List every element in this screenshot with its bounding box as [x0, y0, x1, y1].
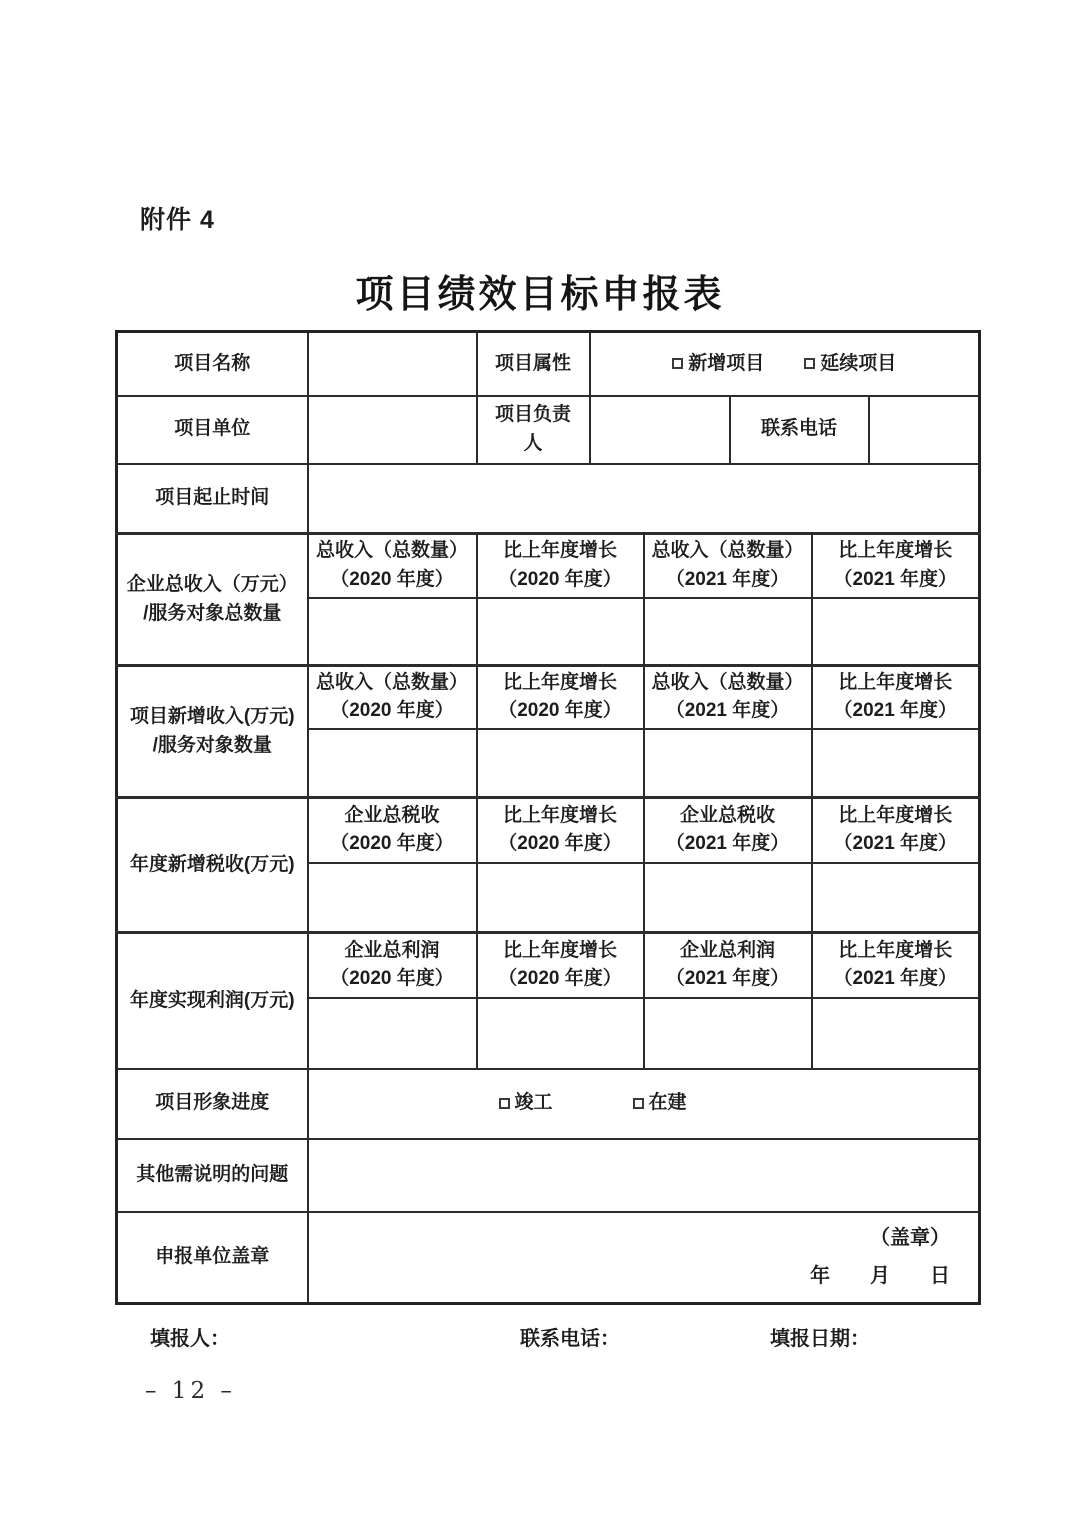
metric-value-field[interactable]	[308, 598, 477, 666]
stamp-field[interactable]	[308, 1212, 980, 1304]
footer-phone-label: 联系电话：	[520, 1328, 620, 1350]
project-attribute-field	[590, 332, 980, 396]
completed-option	[499, 1089, 553, 1118]
performance-target-form-table	[115, 330, 981, 1305]
under-construction-checkbox[interactable]	[633, 1098, 644, 1109]
metric-label-new-income: 项目新增收入(万元) /服务对象数量	[117, 666, 308, 798]
project-attribute-label: 项目属性	[477, 332, 590, 396]
page-title: 项目绩效目标申报表	[355, 274, 725, 316]
metric-header: 企业总税收 （2021 年度）	[644, 798, 812, 863]
continued-project-option	[804, 350, 896, 379]
new-project-label: 新增项目	[688, 352, 765, 374]
metric-header: 比上年度增长 （2021 年度）	[812, 798, 980, 863]
metric-value-field[interactable]	[812, 863, 980, 933]
other-issues-label: 其他需说明的问题	[117, 1139, 308, 1212]
filler-label: 填报人：	[150, 1328, 230, 1350]
progress-label: 项目形象进度	[117, 1069, 308, 1139]
continued-project-label: 延续项目	[820, 352, 897, 374]
metric-header: 总收入（总数量） （2021 年度）	[644, 666, 812, 729]
project-manager-label: 项目负责人	[477, 396, 590, 464]
metric-value-field[interactable]	[477, 998, 644, 1069]
metric-header: 总收入（总数量） （2021 年度）	[644, 534, 812, 598]
metric-header: 比上年度增长 （2021 年度）	[812, 666, 980, 729]
metric-header: 总收入（总数量） （2020 年度）	[308, 534, 477, 598]
metric-label-new-tax: 年度新增税收(万元)	[117, 798, 308, 933]
metric-header: 比上年度增长 （2020 年度）	[477, 798, 644, 863]
form-footer	[115, 1322, 978, 1352]
metric-header: 比上年度增长 （2021 年度）	[812, 534, 980, 598]
progress-field	[308, 1069, 980, 1139]
metric-value-field[interactable]	[812, 598, 980, 666]
attachment-label: 附件 4	[140, 206, 215, 234]
metric-value-field[interactable]	[812, 729, 980, 798]
project-period-label: 项目起止时间	[117, 464, 308, 534]
metric-value-field[interactable]	[477, 863, 644, 933]
metric-header: 企业总利润 （2021 年度）	[644, 933, 812, 998]
metric-header: 企业总利润 （2020 年度）	[308, 933, 477, 998]
metric-value-field[interactable]	[644, 729, 812, 798]
metric-header: 比上年度增长 （2020 年度）	[477, 933, 644, 998]
metric-value-field[interactable]	[477, 729, 644, 798]
contact-phone-field[interactable]	[869, 396, 980, 464]
project-name-field[interactable]	[308, 332, 477, 396]
under-construction-label: 在建	[648, 1092, 687, 1114]
continued-project-checkbox[interactable]	[804, 358, 815, 369]
metric-value-field[interactable]	[644, 598, 812, 666]
metric-value-field[interactable]	[644, 998, 812, 1069]
stamp-date-line: 年 月 日	[810, 1265, 951, 1288]
seal-placeholder-text: （盖章）	[870, 1227, 951, 1250]
project-period-field[interactable]	[308, 464, 980, 534]
under-construction-option	[633, 1089, 687, 1118]
footer-date-label: 填报日期：	[770, 1328, 870, 1350]
metric-label-total-income: 企业总收入（万元） /服务对象总数量	[117, 534, 308, 666]
completed-label: 竣工	[514, 1092, 553, 1114]
metric-value-field[interactable]	[812, 998, 980, 1069]
metric-value-field[interactable]	[477, 598, 644, 666]
new-project-option	[672, 350, 764, 379]
new-project-checkbox[interactable]	[672, 358, 683, 369]
contact-phone-label: 联系电话	[730, 396, 869, 464]
project-unit-field[interactable]	[308, 396, 477, 464]
metric-label-profit: 年度实现利润(万元)	[117, 933, 308, 1069]
other-issues-field[interactable]	[308, 1139, 980, 1212]
metric-value-field[interactable]	[644, 863, 812, 933]
stamp-label: 申报单位盖章	[117, 1212, 308, 1304]
metric-header: 总收入（总数量） （2020 年度）	[308, 666, 477, 729]
metric-header: 比上年度增长 （2021 年度）	[812, 933, 980, 998]
metric-header: 企业总税收 （2020 年度）	[308, 798, 477, 863]
metric-value-field[interactable]	[308, 729, 477, 798]
completed-checkbox[interactable]	[499, 1098, 510, 1109]
project-name-label: 项目名称	[117, 332, 308, 396]
project-unit-label: 项目单位	[117, 396, 308, 464]
metric-value-field[interactable]	[308, 998, 477, 1069]
project-manager-field[interactable]	[590, 396, 730, 464]
page-number: – 12 –	[145, 1378, 236, 1404]
metric-value-field[interactable]	[308, 863, 477, 933]
metric-header: 比上年度增长 （2020 年度）	[477, 666, 644, 729]
metric-header: 比上年度增长 （2020 年度）	[477, 534, 644, 598]
